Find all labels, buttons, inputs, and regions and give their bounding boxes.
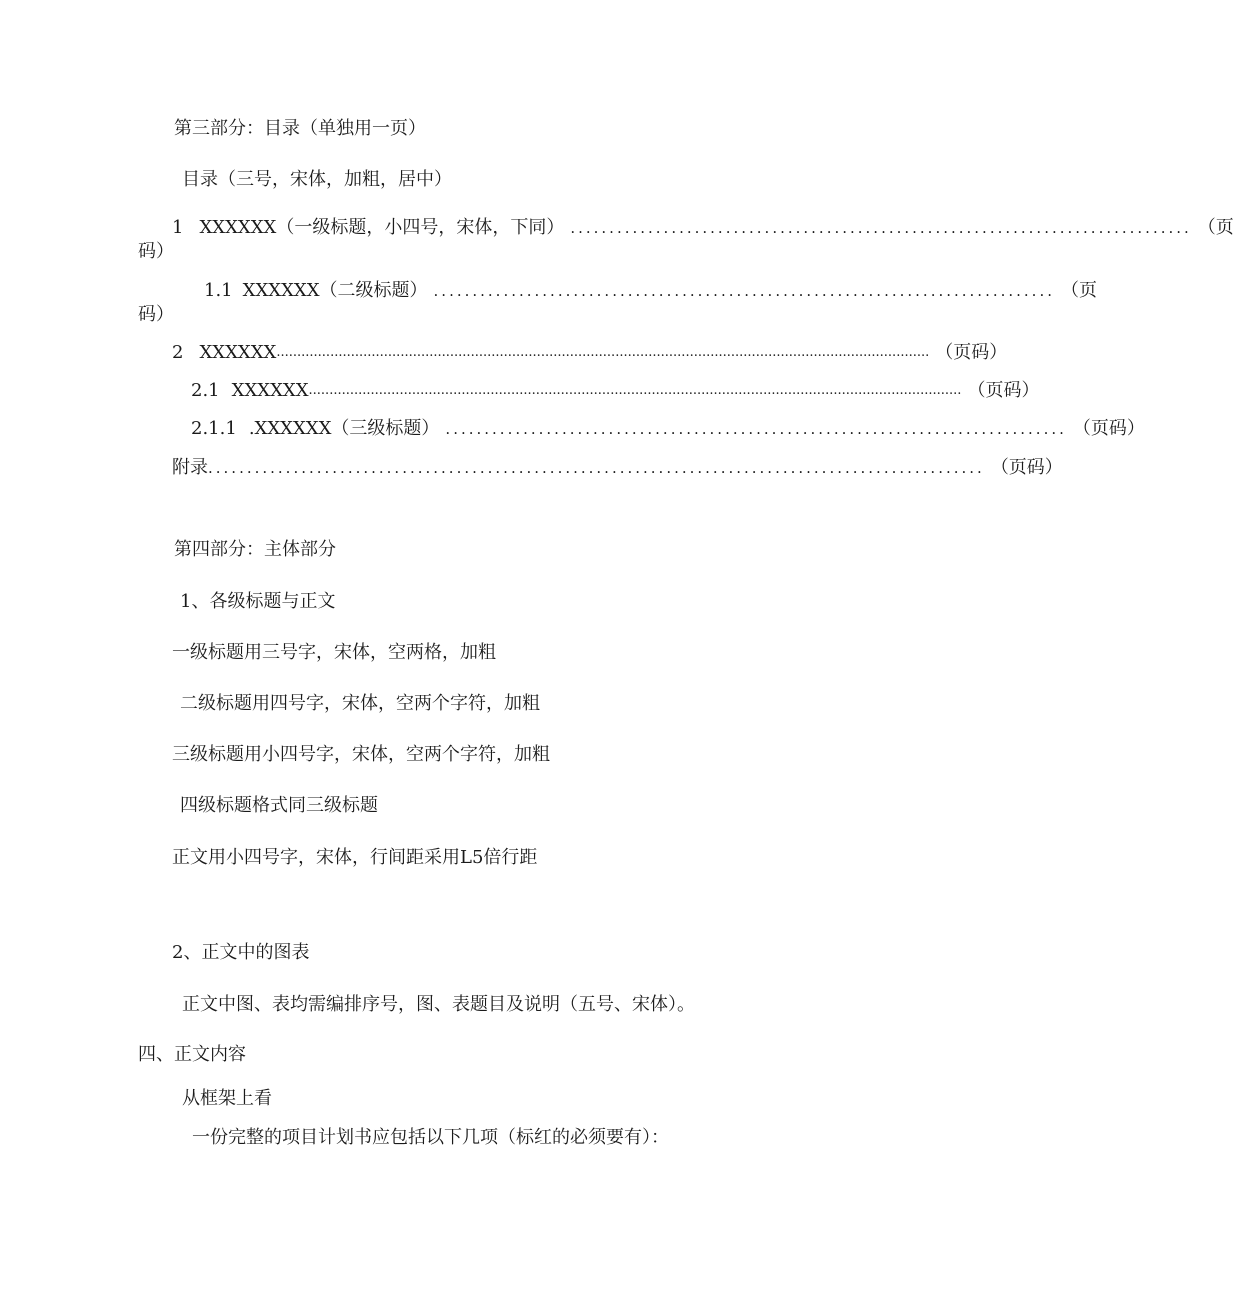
body-line: 三级标题用小四号字，宋体，空两个字符，加粗 bbox=[172, 744, 550, 765]
toc-leader-dots: .............................................................................................................................................................. bbox=[276, 345, 930, 360]
toc-entry-number: 2.1 bbox=[191, 380, 220, 401]
toc-entry-number: 2 bbox=[172, 342, 184, 363]
toc-entry-number: 1.1 bbox=[204, 280, 233, 301]
body-line: 一级标题用三号字，宋体，空两格，加粗 bbox=[172, 642, 496, 663]
body-line: 二级标题用四号字，宋体，空两个字符，加粗 bbox=[180, 693, 540, 714]
section-title: 1、各级标题与正文 bbox=[180, 591, 336, 612]
toc-leader-dots: ................................................................................ bbox=[445, 420, 1067, 438]
body-line: 四级标题格式同三级标题 bbox=[180, 795, 378, 816]
toc-leader-dots: .................................................................................................... bbox=[208, 459, 985, 477]
toc-entry bbox=[172, 216, 1234, 240]
part3-heading: 第三部分：目录（单独用一页） bbox=[174, 118, 426, 139]
toc-entry-text: XXXXXX（二级标题） bbox=[242, 280, 428, 301]
toc-entry-text: XXXXXX（一级标题，小四号，宋体，下同） bbox=[199, 217, 565, 238]
toc-entry-text: XXXXXX bbox=[199, 342, 277, 363]
toc-leader-dots: ................................................................................ bbox=[433, 282, 1055, 300]
toc-entry bbox=[172, 456, 1063, 480]
toc-entry-page: （页 bbox=[1060, 280, 1097, 301]
body-line: 正文用小四号字，宋体，行间距采用L5倍行距 bbox=[172, 847, 538, 868]
toc-entry-text: XXXXXX bbox=[231, 380, 309, 401]
section4-heading: 四、正文内容 bbox=[138, 1044, 246, 1065]
toc-entry bbox=[172, 341, 1008, 365]
toc-entry bbox=[191, 417, 1145, 441]
toc-entry-page: （页码） bbox=[990, 457, 1063, 478]
section-title: 2、正文中的图表 bbox=[172, 942, 310, 963]
toc-entry bbox=[204, 279, 1097, 303]
toc-leader-dots: ................................................................................ bbox=[570, 219, 1192, 237]
toc-entry-page-wrap: 码） bbox=[138, 304, 174, 325]
toc-title: 目录（三号，宋体，加粗，居中） bbox=[182, 169, 452, 190]
toc-entry-page: （页码） bbox=[967, 380, 1040, 401]
toc-entry-text: .XXXXXX（三级标题） bbox=[248, 418, 440, 439]
toc-entry-text: 附录 bbox=[172, 457, 208, 478]
toc-leader-dots: .............................................................................................................................................................. bbox=[308, 383, 962, 398]
body-line: 正文中图、表均需编排序号，图、表题目及说明（五号、宋体）。 bbox=[182, 994, 695, 1015]
part4-heading: 第四部分：主体部分 bbox=[174, 539, 336, 560]
toc-entry bbox=[191, 379, 1040, 403]
toc-entry-page-wrap: 码） bbox=[138, 241, 174, 262]
toc-entry-page: （页码） bbox=[1072, 418, 1145, 439]
toc-entry-page: （页 bbox=[1197, 217, 1234, 238]
toc-entry-page: （页码） bbox=[935, 342, 1008, 363]
toc-entry-number: 1 bbox=[172, 217, 184, 238]
toc-entry-number: 2.1.1 bbox=[191, 418, 237, 439]
body-line: 一份完整的项目计划书应包括以下几项（标红的必须要有）： bbox=[192, 1127, 669, 1148]
subheading: 从框架上看 bbox=[182, 1088, 272, 1109]
